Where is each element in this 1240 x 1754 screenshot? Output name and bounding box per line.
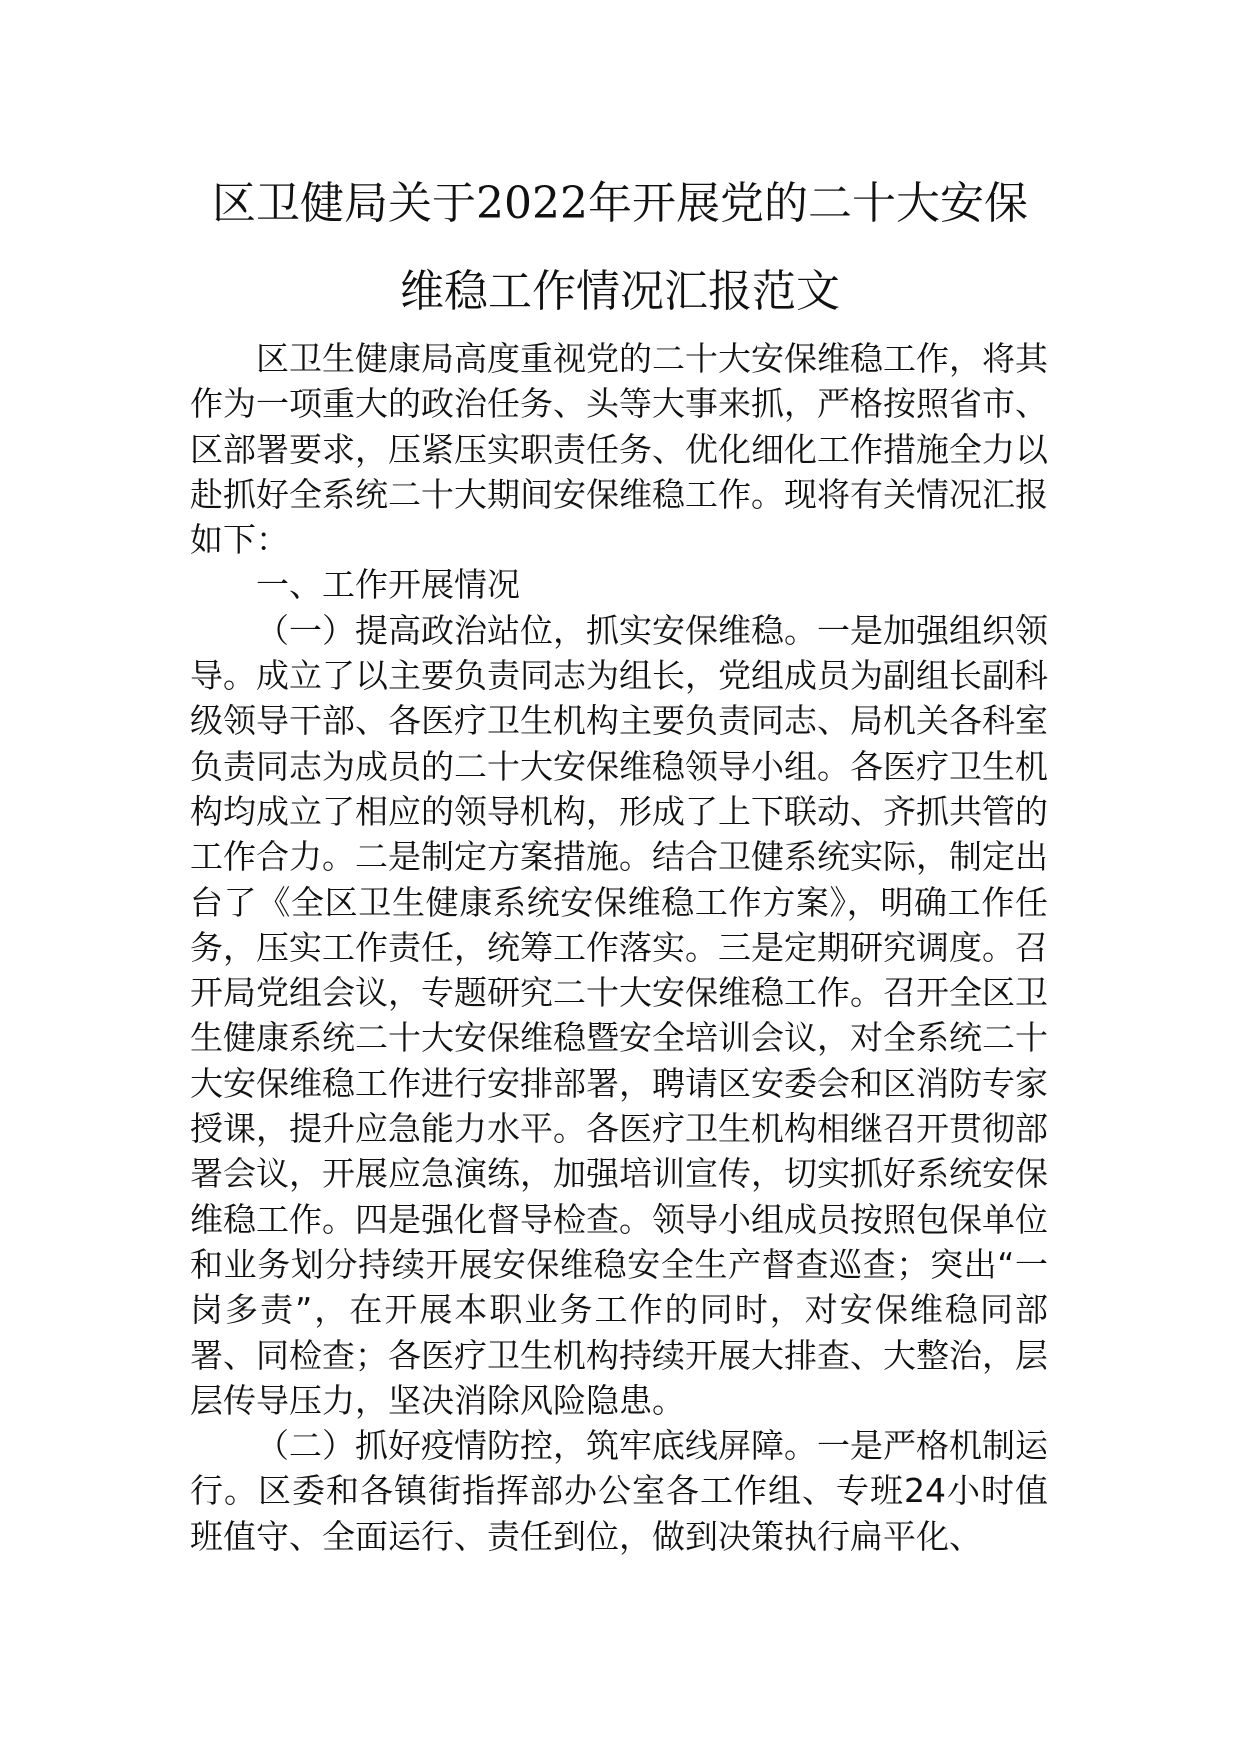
section-heading: 一、工作开展情况 — [256, 565, 520, 605]
title-line-1: 区卫健局关于2022年开展党的二十大安保 — [212, 178, 1028, 229]
document-title — [150, 160, 1090, 336]
subsection-paragraph-2: （二）抓好疫情防控，筑牢底线屏障。一是严格机制运行。区委和各镇街指挥部办公室各工作组、专班24小时值班值守、全面运行、责任到位，做到决策执行扁平化、 — [190, 1426, 1048, 1556]
subsection-paragraph-1: （一）提高政治站位，抓实安保维稳。一是加强组织领导。成立了以主要负责同志为组长，党组成员为副组长副科级领导干部、各医疗卫生机构主要负责同志、局机关各科室负责同志为成员的二十大安保维稳领导小组。各医疗卫生机构均成立了相应的领导机构，形成了上下联动、齐抓共管的工作合力。二是制定方案措施。结合卫健系统实际，制定出台了《全区卫生健康系统安保维稳工作方案》，明确工作任务，压实工作责任，统筹工作落实。三是定期研究调度。召开局党组会议，专题研究二十大安保维稳工作。召开全区卫生健康系统二十大安保维稳暨安全培训会议，对全系统二十大安保维稳工作进行安排部署，聘请区安委会和区消防专家授课，提升应急能力水平。各医疗卫生机构相继召开贯彻部署会议，开展应急演练，加强培训宣传，切实抓好系统安保维稳工作。四是强化督导检查。领导小组成员按照包保单位和业务划分持续开展安保维稳安全生产督查巡查；突出“一岗多责”，在开展本职业务工作的同时，对安保维稳同部署、同检查；各医疗卫生机构持续开展大排查、大整治，层层传导压力，坚决消除风险隐患。 — [190, 610, 1048, 1420]
document-body — [190, 336, 1048, 1559]
title-line-2: 维稳工作情况汇报范文 — [400, 266, 840, 317]
intro-paragraph: 区卫生健康局高度重视党的二十大安保维稳工作，将其作为一项重大的政治任务、头等大事来抓，严格按照省市、区部署要求，压紧压实职责任务、优化细化工作措施全力以赴抓好全系统二十大期间安保维稳工作。现将有关情况汇报如下： — [190, 339, 1048, 560]
